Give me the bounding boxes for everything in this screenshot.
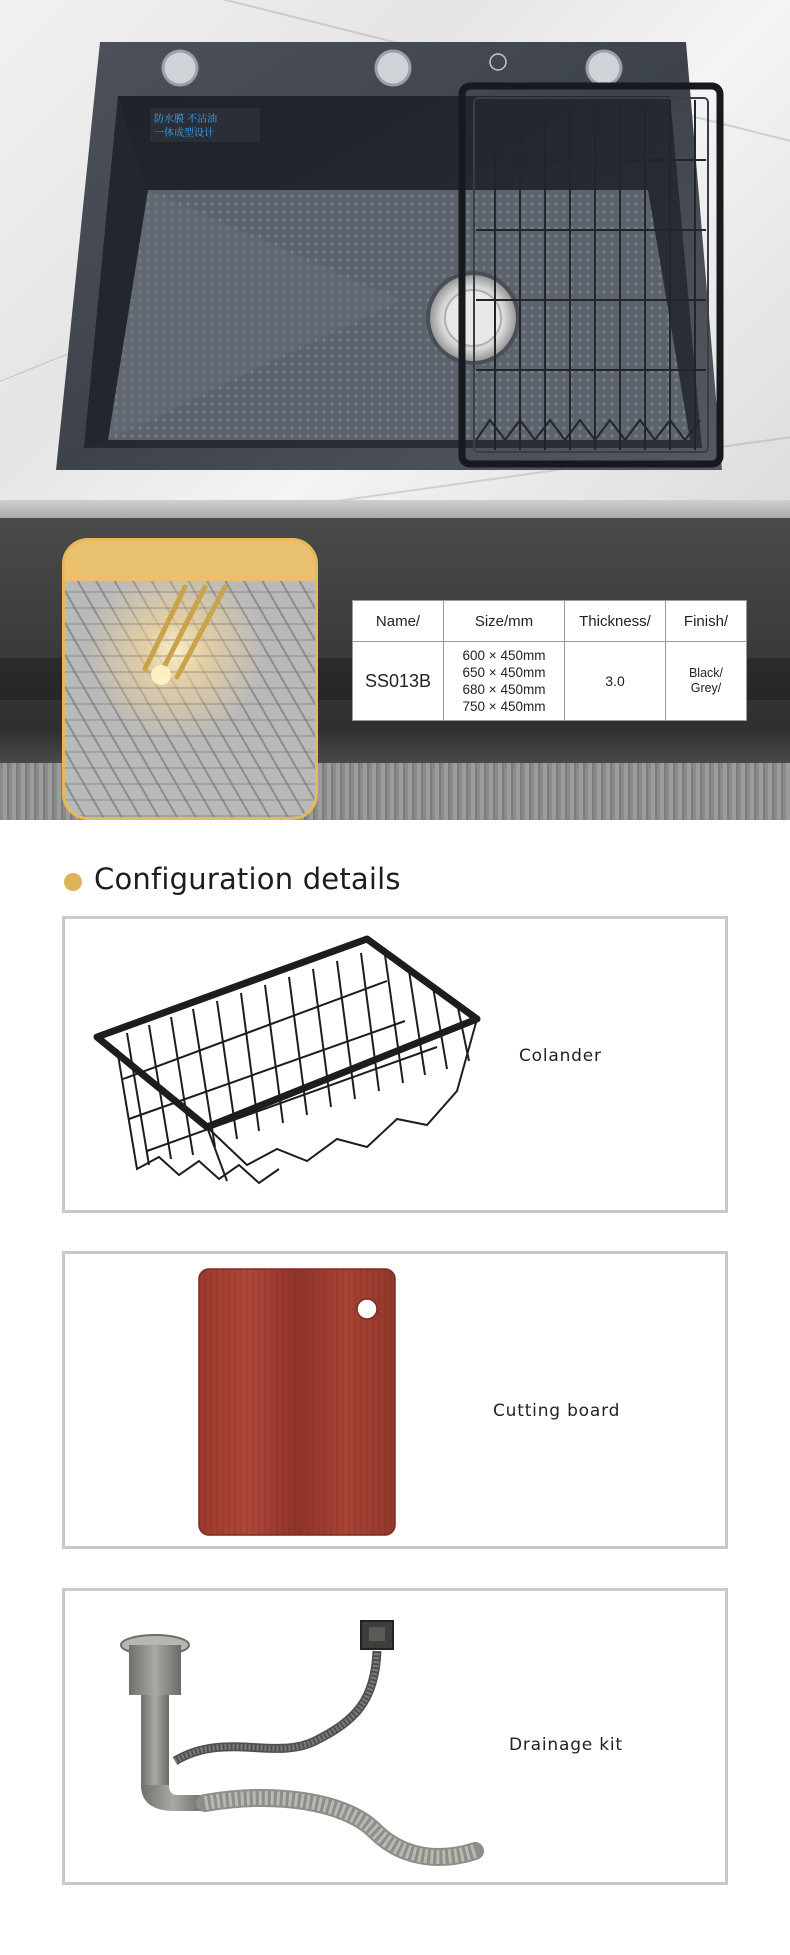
sticker-line-1: 防水膜 不沾油 [154, 114, 218, 125]
spec-thickness-cell: 3.0 [565, 642, 666, 721]
finish-option: Grey/ [690, 681, 722, 695]
drainage-kit-illustration [115, 1611, 535, 1871]
spec-size-cell [444, 642, 565, 721]
sticker-line-2: 一体成型设计 [154, 128, 214, 139]
spec-table [352, 600, 747, 721]
spec-table-row [353, 642, 747, 721]
size-option: 750 × 450mm [462, 699, 546, 714]
laser-tool-icon [65, 541, 315, 817]
section-bullet [64, 873, 82, 891]
size-option: 680 × 450mm [462, 682, 546, 697]
config-item-label: Colander [519, 1046, 602, 1066]
config-item-label: Drainage kit [509, 1735, 623, 1755]
section-title: Configuration details [94, 862, 401, 896]
finish-option: Black/ [688, 666, 724, 680]
spec-finish-cell [666, 642, 747, 721]
spec-table-header-row [353, 601, 747, 642]
spec-header-size: Size/mm [444, 601, 565, 642]
spec-header-thickness: Thickness/ [565, 601, 666, 642]
size-option: 600 × 450mm [462, 648, 546, 663]
hero-section [0, 0, 790, 518]
spec-name-cell: SS013B [353, 642, 444, 721]
tap-hole [376, 51, 410, 85]
hanging-hole [357, 1299, 377, 1319]
size-option: 650 × 450mm [462, 665, 546, 680]
sink-photo [0, 0, 790, 518]
tap-hole [163, 51, 197, 85]
tap-hole [587, 51, 621, 85]
surface-texture-closeup [62, 538, 318, 820]
spec-header-name: Name/ [353, 601, 444, 642]
cutting-board-illustration [197, 1267, 397, 1537]
config-card-drainage-kit [62, 1588, 728, 1885]
config-item-label: Cutting board [493, 1401, 621, 1421]
config-card-cutting-board [62, 1251, 728, 1549]
colander-basket-illustration [87, 929, 487, 1199]
spec-header-finish: Finish/ [666, 601, 747, 642]
config-card-colander [62, 916, 728, 1213]
